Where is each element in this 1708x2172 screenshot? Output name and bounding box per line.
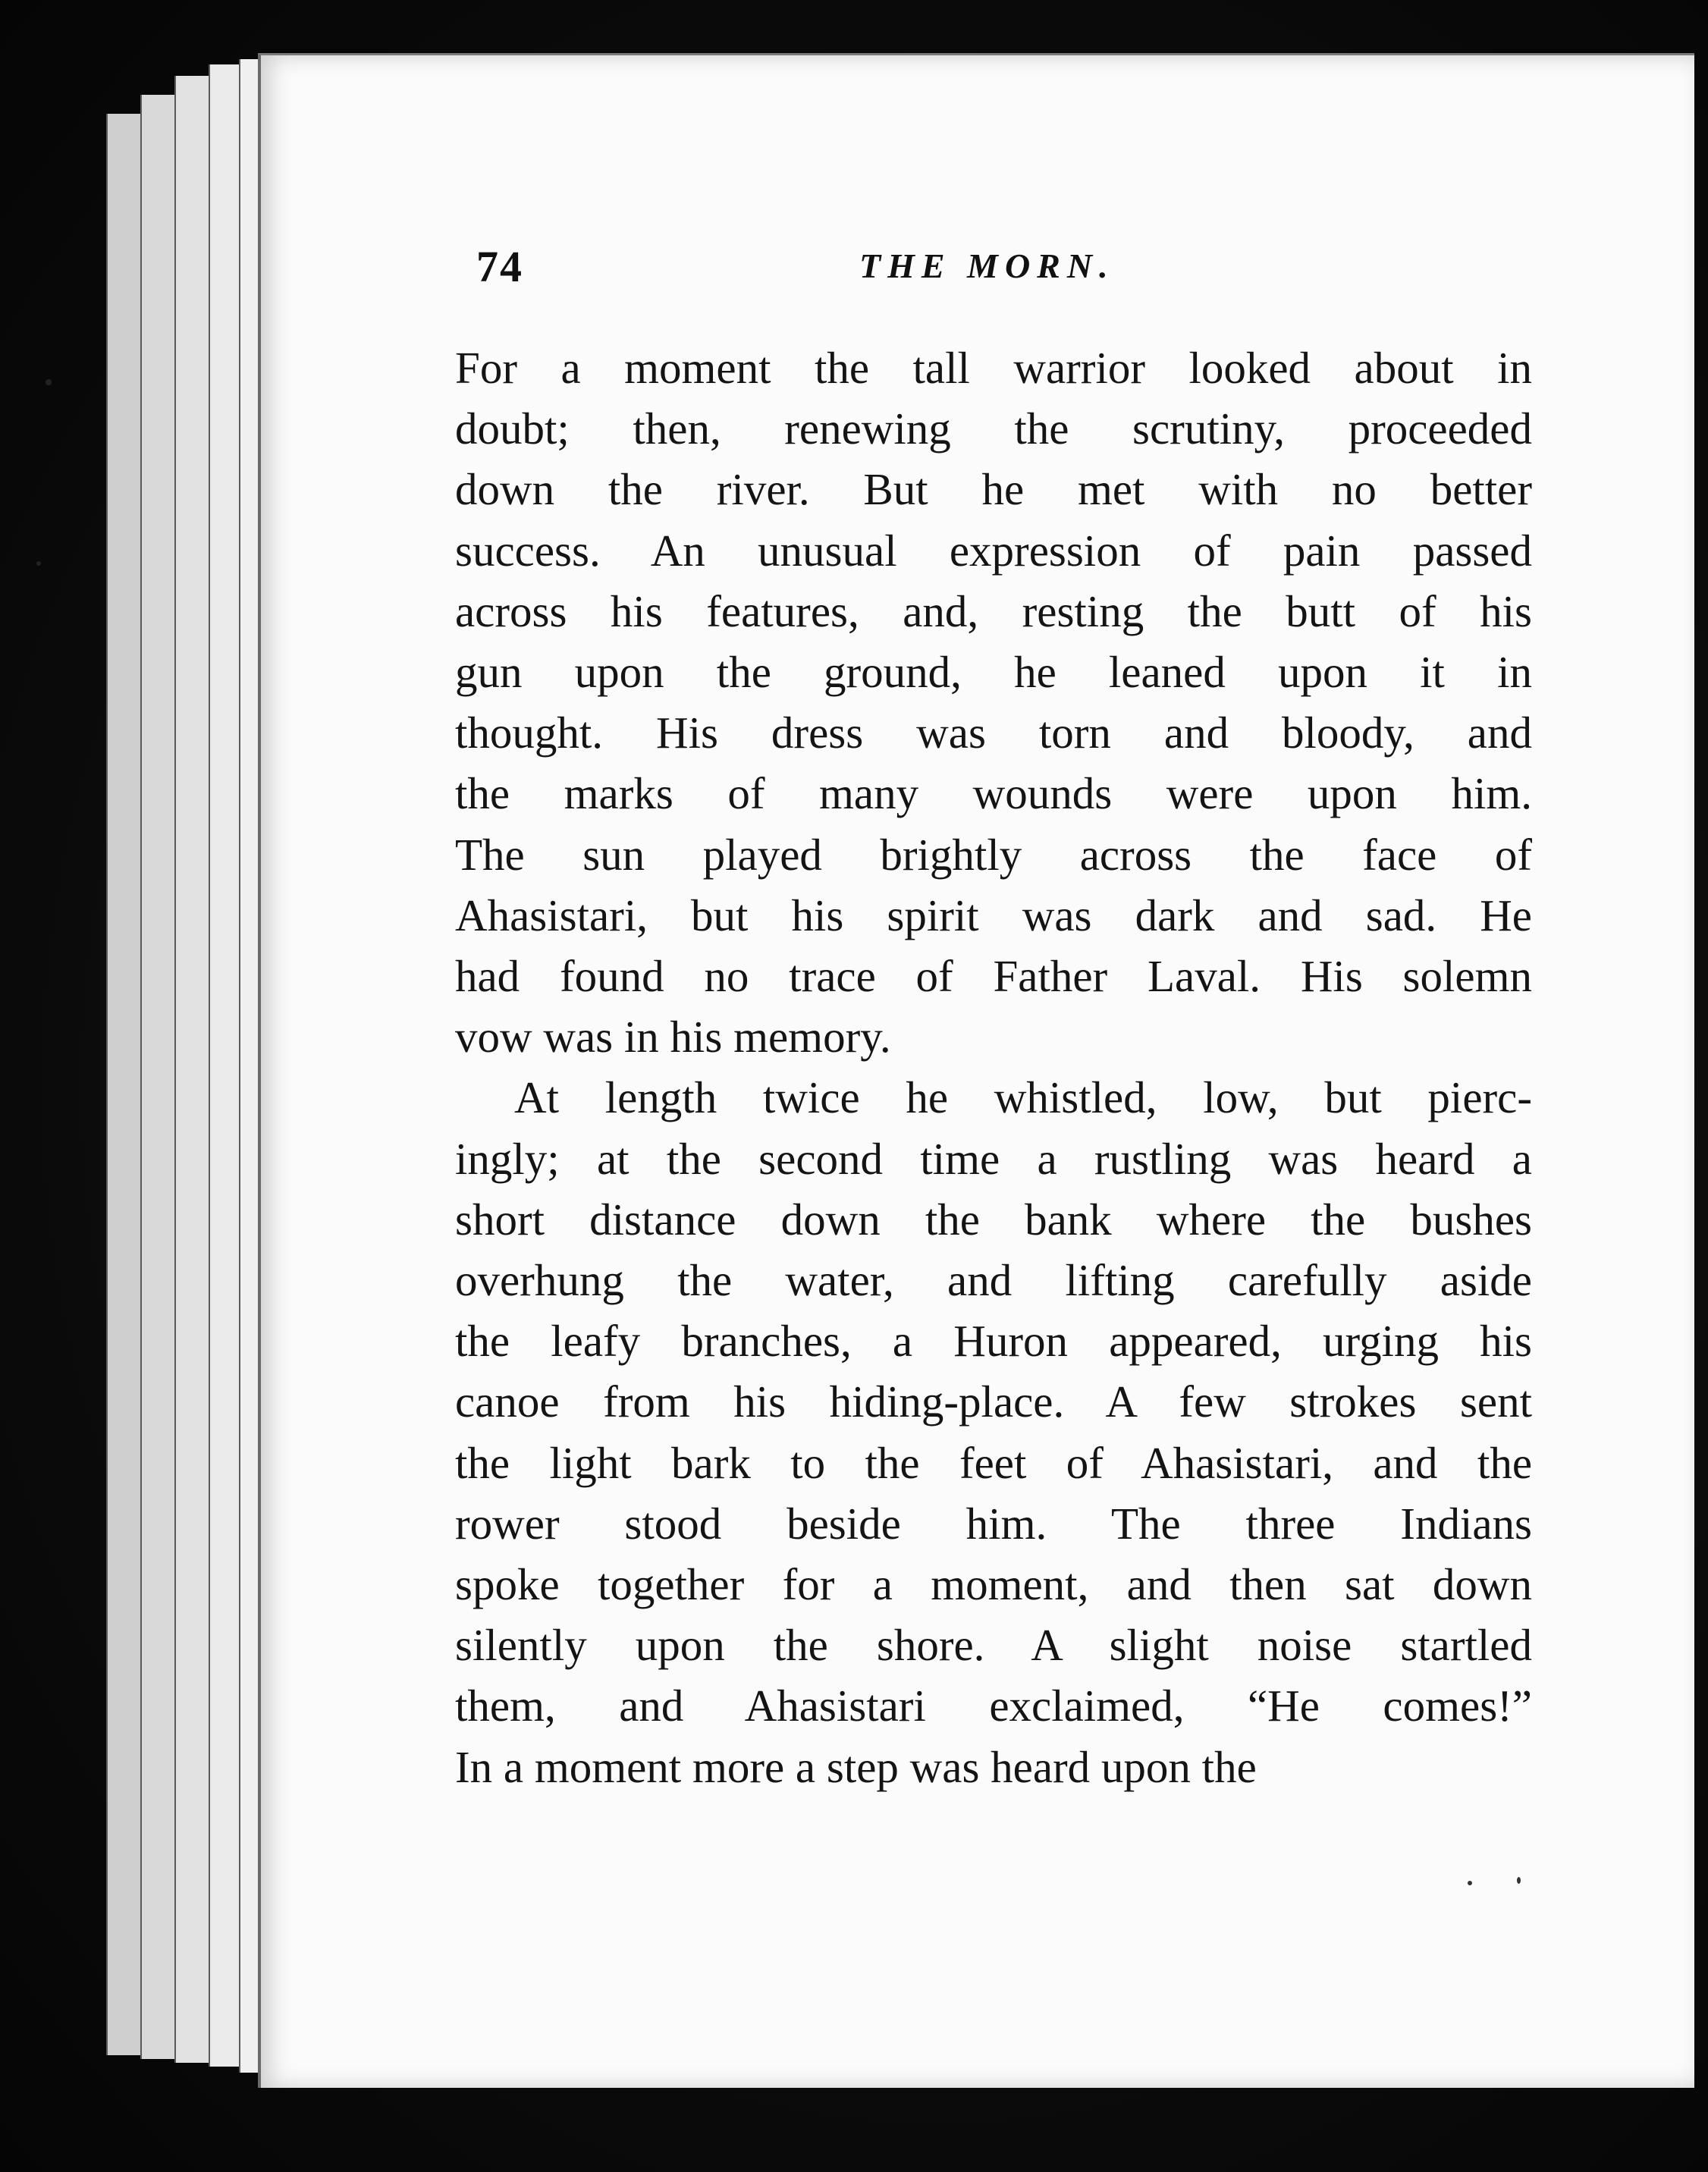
text-line: gun upon the ground, he leaned upon it in [455,647,1532,698]
text-line: success. An unusual expression of pain passed [455,525,1532,576]
text-line: short distance down the bank where the bushes [455,1194,1532,1245]
text-line: The sun played brightly across the face of [455,829,1532,880]
scan-speck [1517,1877,1521,1884]
text-line: silently upon the shore. A slight noise startled [455,1620,1532,1671]
running-title: THE MORN. [859,246,1115,285]
text-line: vow was in his memory. [455,1012,891,1062]
text-line: ingly; at the second time a rustling was heard a [455,1133,1532,1184]
body-text [455,337,1532,1797]
text-line: down the river. But he met with no better [455,464,1532,515]
text-line: For a moment the tall warrior looked about in [455,343,1532,393]
text-line: At length twice he whistled, low, but pierc- [514,1072,1532,1123]
text-line: the light bark to the feet of Ahasistari, and the [455,1437,1532,1488]
text-line: thought. His dress was torn and bloody, and [455,708,1532,758]
text-line: spoke together for a moment, and then sat down [455,1559,1532,1610]
scan-speck [46,379,52,385]
text-line: had found no trace of Father Laval. His solemn [455,951,1532,1002]
text-line: the marks of many wounds were upon him. [455,768,1532,819]
text-line: doubt; then, renewing the scrutiny, proceeded [455,403,1532,454]
text-line: canoe from his hiding-place. A few strokes sent [455,1376,1532,1427]
text-line: overhung the water, and lifting carefully aside [455,1255,1532,1306]
text-line: them, and Ahasistari exclaimed, “He comes!” [455,1681,1532,1731]
scan-speck [36,561,41,566]
text-line: In a moment more a step was heard upon the [455,1741,1257,1792]
page-number: 74 [476,242,523,291]
text-line: rower stood beside him. The three Indians [455,1498,1532,1549]
text-line: across his features, and, resting the butt of his [455,585,1532,636]
paragraph-1 [455,337,1532,1067]
scan-speck [1468,1881,1472,1885]
running-head [476,241,1538,309]
text-line: Ahasistari, but his spirit was dark and sad. He [455,890,1532,940]
paragraph-2 [455,1067,1532,1797]
text-line: the leafy branches, a Huron appeared, urging his [455,1316,1532,1367]
